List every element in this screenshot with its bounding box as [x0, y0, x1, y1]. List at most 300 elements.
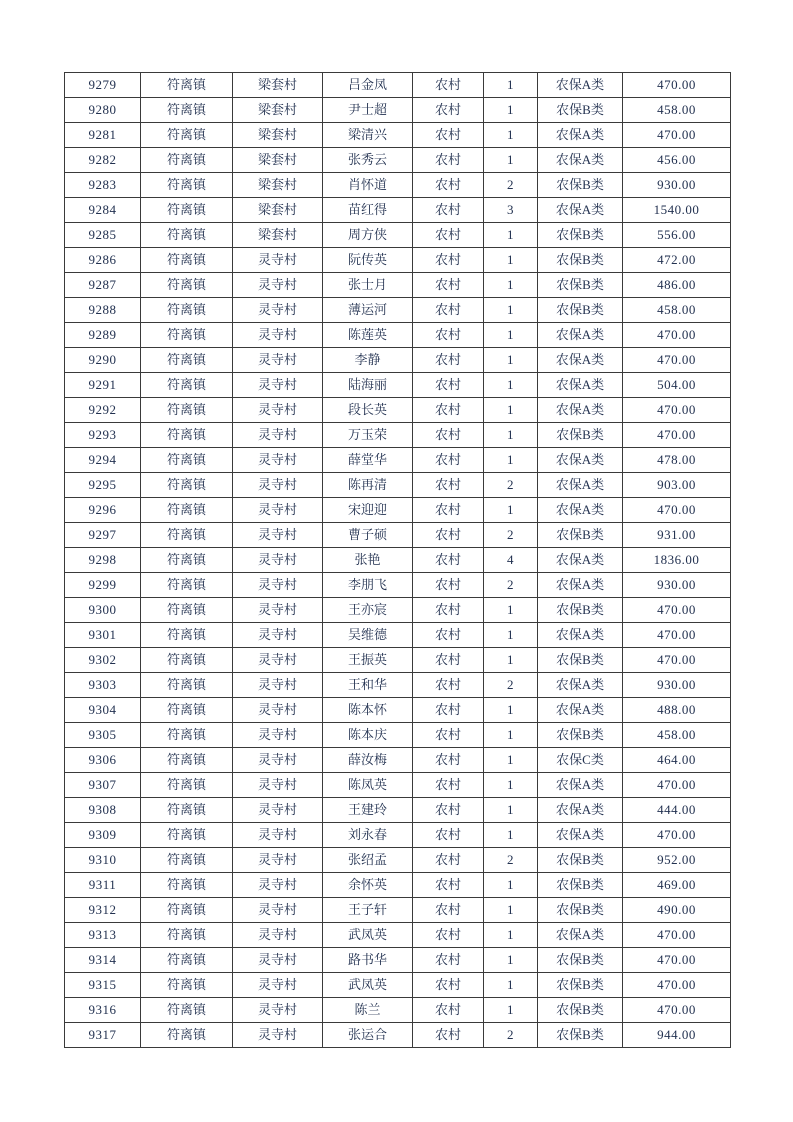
household-count: 1 [484, 373, 538, 398]
person-id: 9300 [65, 598, 141, 623]
amount: 556.00 [623, 223, 731, 248]
table-row [65, 673, 731, 698]
table-row [65, 248, 731, 273]
town: 符离镇 [141, 898, 233, 923]
person-id: 9287 [65, 273, 141, 298]
table-row [65, 623, 731, 648]
person-id: 9315 [65, 973, 141, 998]
village: 灵寺村 [233, 648, 323, 673]
household-count: 2 [484, 573, 538, 598]
household-count: 1 [484, 73, 538, 98]
household-count: 1 [484, 598, 538, 623]
amount: 472.00 [623, 248, 731, 273]
table-body [65, 73, 731, 1048]
amount: 470.00 [623, 923, 731, 948]
village: 灵寺村 [233, 823, 323, 848]
household-count: 1 [484, 298, 538, 323]
town: 符离镇 [141, 498, 233, 523]
insurance-type: 农保B类 [538, 898, 623, 923]
person-name: 阮传英 [323, 248, 413, 273]
town: 符离镇 [141, 1023, 233, 1048]
person-name: 陈本怀 [323, 698, 413, 723]
residence-type: 农村 [413, 473, 484, 498]
person-name: 尹士超 [323, 98, 413, 123]
table-row [65, 148, 731, 173]
amount: 469.00 [623, 873, 731, 898]
village: 梁套村 [233, 223, 323, 248]
person-id: 9288 [65, 298, 141, 323]
amount: 930.00 [623, 573, 731, 598]
village: 梁套村 [233, 123, 323, 148]
table-row [65, 573, 731, 598]
insurance-type: 农保B类 [538, 423, 623, 448]
insurance-type: 农保B类 [538, 223, 623, 248]
town: 符离镇 [141, 273, 233, 298]
town: 符离镇 [141, 998, 233, 1023]
person-name: 梁清兴 [323, 123, 413, 148]
insurance-type: 农保B类 [538, 948, 623, 973]
residence-type: 农村 [413, 798, 484, 823]
insurance-type: 农保A类 [538, 373, 623, 398]
table-row [65, 373, 731, 398]
town: 符离镇 [141, 323, 233, 348]
insurance-type: 农保B类 [538, 248, 623, 273]
insurance-type: 农保A类 [538, 448, 623, 473]
household-count: 1 [484, 698, 538, 723]
village: 梁套村 [233, 148, 323, 173]
residence-type: 农村 [413, 348, 484, 373]
household-count: 3 [484, 198, 538, 223]
insurance-type: 农保B类 [538, 273, 623, 298]
person-id: 9285 [65, 223, 141, 248]
village: 灵寺村 [233, 373, 323, 398]
household-count: 1 [484, 273, 538, 298]
person-name: 万玉荣 [323, 423, 413, 448]
residence-type: 农村 [413, 998, 484, 1023]
household-count: 1 [484, 423, 538, 448]
person-id: 9306 [65, 748, 141, 773]
village: 灵寺村 [233, 848, 323, 873]
town: 符离镇 [141, 948, 233, 973]
household-count: 2 [484, 523, 538, 548]
village: 灵寺村 [233, 473, 323, 498]
insurance-type: 农保A类 [538, 148, 623, 173]
amount: 470.00 [623, 823, 731, 848]
town: 符离镇 [141, 973, 233, 998]
amount: 458.00 [623, 298, 731, 323]
village: 梁套村 [233, 98, 323, 123]
amount: 470.00 [623, 123, 731, 148]
village: 灵寺村 [233, 523, 323, 548]
household-count: 1 [484, 323, 538, 348]
person-name: 刘永春 [323, 823, 413, 848]
village: 灵寺村 [233, 298, 323, 323]
residence-type: 农村 [413, 448, 484, 473]
town: 符离镇 [141, 298, 233, 323]
residence-type: 农村 [413, 598, 484, 623]
insurance-type: 农保A类 [538, 698, 623, 723]
household-count: 1 [484, 148, 538, 173]
person-id: 9312 [65, 898, 141, 923]
person-id: 9298 [65, 548, 141, 573]
town: 符离镇 [141, 423, 233, 448]
amount: 470.00 [623, 948, 731, 973]
town: 符离镇 [141, 623, 233, 648]
insurance-type: 农保B类 [538, 1023, 623, 1048]
person-name: 薄运河 [323, 298, 413, 323]
residence-type: 农村 [413, 273, 484, 298]
amount: 470.00 [623, 598, 731, 623]
household-count: 1 [484, 498, 538, 523]
person-id: 9313 [65, 923, 141, 948]
person-name: 陈莲英 [323, 323, 413, 348]
household-count: 1 [484, 123, 538, 148]
table-row [65, 498, 731, 523]
insurance-type: 农保A类 [538, 123, 623, 148]
person-name: 王亦宸 [323, 598, 413, 623]
town: 符离镇 [141, 398, 233, 423]
table-row [65, 998, 731, 1023]
residence-type: 农村 [413, 423, 484, 448]
residence-type: 农村 [413, 623, 484, 648]
town: 符离镇 [141, 198, 233, 223]
amount: 470.00 [623, 998, 731, 1023]
table-row [65, 423, 731, 448]
household-count: 2 [484, 173, 538, 198]
person-name: 曹子硕 [323, 523, 413, 548]
table-row [65, 173, 731, 198]
person-name: 张运合 [323, 1023, 413, 1048]
person-name: 王子轩 [323, 898, 413, 923]
town: 符离镇 [141, 173, 233, 198]
village: 灵寺村 [233, 548, 323, 573]
household-count: 1 [484, 873, 538, 898]
person-name: 张士月 [323, 273, 413, 298]
person-id: 9291 [65, 373, 141, 398]
insurance-type: 农保B类 [538, 873, 623, 898]
amount: 470.00 [623, 348, 731, 373]
amount: 490.00 [623, 898, 731, 923]
household-count: 1 [484, 398, 538, 423]
table-row [65, 298, 731, 323]
person-id: 9289 [65, 323, 141, 348]
amount: 931.00 [623, 523, 731, 548]
residence-type: 农村 [413, 223, 484, 248]
residence-type: 农村 [413, 848, 484, 873]
table-row [65, 698, 731, 723]
table-row [65, 873, 731, 898]
village: 灵寺村 [233, 773, 323, 798]
insurance-type: 农保A类 [538, 198, 623, 223]
village: 灵寺村 [233, 898, 323, 923]
person-id: 9279 [65, 73, 141, 98]
amount: 470.00 [623, 398, 731, 423]
person-id: 9309 [65, 823, 141, 848]
insurance-type: 农保A类 [538, 548, 623, 573]
person-id: 9302 [65, 648, 141, 673]
amount: 930.00 [623, 173, 731, 198]
amount: 944.00 [623, 1023, 731, 1048]
insurance-type: 农保B类 [538, 723, 623, 748]
residence-type: 农村 [413, 298, 484, 323]
person-name: 李朋飞 [323, 573, 413, 598]
insurance-type: 农保B类 [538, 848, 623, 873]
amount: 486.00 [623, 273, 731, 298]
person-name: 王建玲 [323, 798, 413, 823]
insurance-type: 农保A类 [538, 573, 623, 598]
insurance-type: 农保A类 [538, 623, 623, 648]
town: 符离镇 [141, 73, 233, 98]
amount: 464.00 [623, 748, 731, 773]
town: 符离镇 [141, 148, 233, 173]
amount: 444.00 [623, 798, 731, 823]
person-id: 9314 [65, 948, 141, 973]
household-count: 1 [484, 898, 538, 923]
household-count: 1 [484, 248, 538, 273]
table-row [65, 823, 731, 848]
household-count: 1 [484, 98, 538, 123]
insurance-type: 农保B类 [538, 998, 623, 1023]
person-name: 薛堂华 [323, 448, 413, 473]
person-id: 9301 [65, 623, 141, 648]
person-name: 陈再清 [323, 473, 413, 498]
household-count: 1 [484, 348, 538, 373]
residence-type: 农村 [413, 873, 484, 898]
amount: 470.00 [623, 648, 731, 673]
village: 灵寺村 [233, 798, 323, 823]
person-id: 9296 [65, 498, 141, 523]
amount: 470.00 [623, 423, 731, 448]
residence-type: 农村 [413, 1023, 484, 1048]
person-id: 9297 [65, 523, 141, 548]
town: 符离镇 [141, 673, 233, 698]
table-row [65, 548, 731, 573]
person-id: 9283 [65, 173, 141, 198]
village: 灵寺村 [233, 698, 323, 723]
household-count: 2 [484, 673, 538, 698]
residence-type: 农村 [413, 773, 484, 798]
town: 符离镇 [141, 773, 233, 798]
residence-type: 农村 [413, 898, 484, 923]
person-name: 陈凤英 [323, 773, 413, 798]
residence-type: 农村 [413, 323, 484, 348]
town: 符离镇 [141, 473, 233, 498]
insurance-type: 农保A类 [538, 823, 623, 848]
insurance-type: 农保A类 [538, 473, 623, 498]
person-id: 9317 [65, 1023, 141, 1048]
residence-type: 农村 [413, 723, 484, 748]
residence-type: 农村 [413, 73, 484, 98]
household-count: 2 [484, 473, 538, 498]
insurance-type: 农保B类 [538, 648, 623, 673]
residence-type: 农村 [413, 548, 484, 573]
household-count: 2 [484, 1023, 538, 1048]
amount: 470.00 [623, 73, 731, 98]
table-row [65, 348, 731, 373]
household-count: 4 [484, 548, 538, 573]
insurance-type: 农保B类 [538, 523, 623, 548]
person-id: 9311 [65, 873, 141, 898]
amount: 903.00 [623, 473, 731, 498]
insurance-type: 农保B类 [538, 298, 623, 323]
person-name: 段长英 [323, 398, 413, 423]
town: 符离镇 [141, 698, 233, 723]
town: 符离镇 [141, 523, 233, 548]
amount: 478.00 [623, 448, 731, 473]
town: 符离镇 [141, 723, 233, 748]
table-row [65, 448, 731, 473]
town: 符离镇 [141, 248, 233, 273]
person-name: 陈本庆 [323, 723, 413, 748]
residence-type: 农村 [413, 673, 484, 698]
residence-type: 农村 [413, 373, 484, 398]
person-name: 吴维德 [323, 623, 413, 648]
household-count: 1 [484, 623, 538, 648]
town: 符离镇 [141, 848, 233, 873]
village: 灵寺村 [233, 448, 323, 473]
insurance-type: 农保C类 [538, 748, 623, 773]
insurance-type: 农保B类 [538, 598, 623, 623]
residence-type: 农村 [413, 748, 484, 773]
village: 灵寺村 [233, 873, 323, 898]
amount: 470.00 [623, 773, 731, 798]
person-name: 王振英 [323, 648, 413, 673]
household-count: 1 [484, 748, 538, 773]
household-count: 1 [484, 923, 538, 948]
table-row [65, 398, 731, 423]
person-id: 9316 [65, 998, 141, 1023]
residence-type: 农村 [413, 698, 484, 723]
insurance-type: 农保A类 [538, 673, 623, 698]
table-row [65, 323, 731, 348]
village: 灵寺村 [233, 1023, 323, 1048]
table-row [65, 473, 731, 498]
residence-type: 农村 [413, 948, 484, 973]
person-name: 张艳 [323, 548, 413, 573]
village: 灵寺村 [233, 323, 323, 348]
insurance-type: 农保B类 [538, 173, 623, 198]
table-row [65, 123, 731, 148]
household-count: 1 [484, 648, 538, 673]
village: 灵寺村 [233, 923, 323, 948]
person-id: 9295 [65, 473, 141, 498]
table-row [65, 798, 731, 823]
household-count: 1 [484, 823, 538, 848]
village: 灵寺村 [233, 498, 323, 523]
amount: 470.00 [623, 498, 731, 523]
person-id: 9292 [65, 398, 141, 423]
table-row [65, 723, 731, 748]
village: 灵寺村 [233, 748, 323, 773]
person-id: 9308 [65, 798, 141, 823]
person-name: 武凤英 [323, 973, 413, 998]
residence-type: 农村 [413, 198, 484, 223]
residence-type: 农村 [413, 973, 484, 998]
household-count: 1 [484, 723, 538, 748]
town: 符离镇 [141, 123, 233, 148]
residence-type: 农村 [413, 923, 484, 948]
amount: 930.00 [623, 673, 731, 698]
town: 符离镇 [141, 98, 233, 123]
insurance-type: 农保A类 [538, 798, 623, 823]
person-id: 9303 [65, 673, 141, 698]
insurance-type: 农保A类 [538, 73, 623, 98]
table-row [65, 1023, 731, 1048]
person-id: 9284 [65, 198, 141, 223]
pension-roster-table [64, 72, 731, 1048]
town: 符离镇 [141, 548, 233, 573]
town: 符离镇 [141, 798, 233, 823]
amount: 456.00 [623, 148, 731, 173]
village: 灵寺村 [233, 273, 323, 298]
residence-type: 农村 [413, 98, 484, 123]
table-row [65, 223, 731, 248]
household-count: 1 [484, 948, 538, 973]
town: 符离镇 [141, 573, 233, 598]
person-name: 陈兰 [323, 998, 413, 1023]
amount: 470.00 [623, 973, 731, 998]
village: 灵寺村 [233, 248, 323, 273]
amount: 470.00 [623, 323, 731, 348]
person-name: 张秀云 [323, 148, 413, 173]
village: 梁套村 [233, 73, 323, 98]
table-row [65, 73, 731, 98]
residence-type: 农村 [413, 498, 484, 523]
insurance-type: 农保B类 [538, 98, 623, 123]
person-id: 9290 [65, 348, 141, 373]
amount: 458.00 [623, 723, 731, 748]
village: 梁套村 [233, 173, 323, 198]
person-id: 9293 [65, 423, 141, 448]
amount: 470.00 [623, 623, 731, 648]
person-id: 9286 [65, 248, 141, 273]
amount: 504.00 [623, 373, 731, 398]
town: 符离镇 [141, 223, 233, 248]
table-row [65, 948, 731, 973]
amount: 458.00 [623, 98, 731, 123]
residence-type: 农村 [413, 148, 484, 173]
person-id: 9304 [65, 698, 141, 723]
person-name: 余怀英 [323, 873, 413, 898]
residence-type: 农村 [413, 523, 484, 548]
town: 符离镇 [141, 348, 233, 373]
table-row [65, 898, 731, 923]
town: 符离镇 [141, 823, 233, 848]
person-id: 9310 [65, 848, 141, 873]
person-id: 9305 [65, 723, 141, 748]
table-row [65, 648, 731, 673]
table-row [65, 98, 731, 123]
residence-type: 农村 [413, 573, 484, 598]
person-name: 李静 [323, 348, 413, 373]
town: 符离镇 [141, 648, 233, 673]
table-row [65, 748, 731, 773]
person-name: 王和华 [323, 673, 413, 698]
person-id: 9280 [65, 98, 141, 123]
insurance-type: 农保A类 [538, 323, 623, 348]
household-count: 1 [484, 998, 538, 1023]
person-id: 9307 [65, 773, 141, 798]
amount: 1540.00 [623, 198, 731, 223]
household-count: 1 [484, 973, 538, 998]
town: 符离镇 [141, 598, 233, 623]
insurance-type: 农保B类 [538, 973, 623, 998]
person-name: 武凤英 [323, 923, 413, 948]
person-name: 陆海丽 [323, 373, 413, 398]
village: 灵寺村 [233, 673, 323, 698]
household-count: 1 [484, 223, 538, 248]
town: 符离镇 [141, 923, 233, 948]
